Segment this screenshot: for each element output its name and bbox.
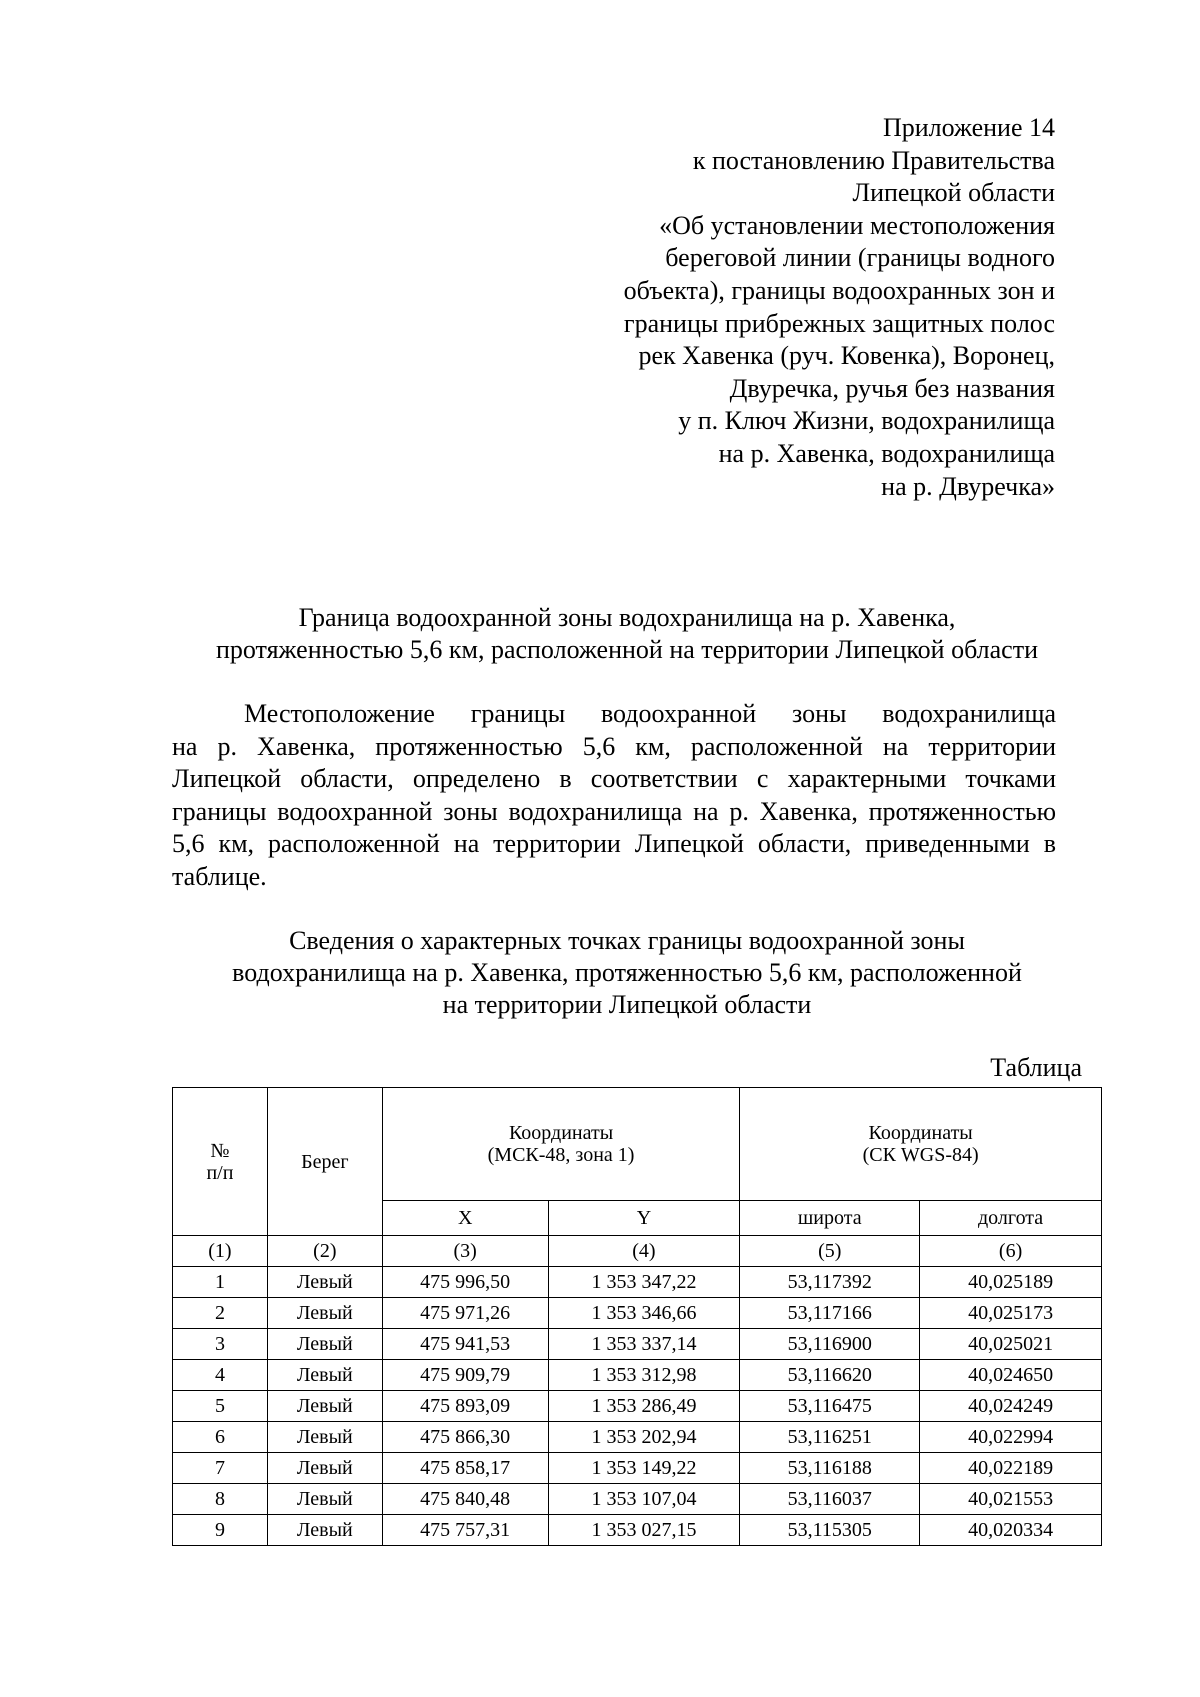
latitude-cell: 53,116475 (740, 1391, 920, 1422)
table-row (173, 1391, 1102, 1422)
header-msk-system: (МСК-48, зона 1) (487, 1144, 635, 1166)
column-number: (4) (548, 1236, 740, 1267)
latitude-cell: 53,116900 (740, 1329, 920, 1360)
latitude-cell: 53,116188 (740, 1453, 920, 1484)
caption-line: Сведения о характерных точках границы водоохранной зоны (289, 926, 965, 955)
latitude-cell: 53,116037 (740, 1484, 920, 1515)
x-cell: 475 757,31 (382, 1515, 548, 1546)
point-number-cell: 6 (173, 1422, 268, 1453)
y-cell: 1 353 286,49 (548, 1391, 740, 1422)
document-title (172, 602, 1082, 666)
bank-cell: Левый (267, 1360, 382, 1391)
header-number-symbol: № (210, 1139, 230, 1162)
appendix-line: «Об установлении местоположения (659, 210, 1055, 240)
header-wgs-system: (СК WGS-84) (862, 1144, 979, 1166)
appendix-line: к постановлению Правительства (692, 145, 1055, 175)
y-cell: 1 353 312,98 (548, 1360, 740, 1391)
longitude-cell: 40,021553 (920, 1484, 1102, 1515)
point-number-cell: 2 (173, 1298, 268, 1329)
point-number-cell: 1 (173, 1267, 268, 1298)
column-number: (3) (382, 1236, 548, 1267)
appendix-line: рек Хавенка (руч. Ковенка), Воронец, (638, 341, 1055, 371)
paragraph-line: границы водоохранной зоны водохранилища на р. Хавенка, протяженностью (172, 796, 1056, 826)
x-cell: 475 996,50 (382, 1267, 548, 1298)
x-cell: 475 866,30 (382, 1422, 548, 1453)
bank-cell: Левый (267, 1422, 382, 1453)
point-number-cell: 9 (173, 1515, 268, 1546)
appendix-line: Двуречка, ручья без названия (729, 373, 1055, 403)
appendix-line: на р. Двуречка» (881, 471, 1055, 501)
y-cell: 1 353 027,15 (548, 1515, 740, 1546)
table-row (173, 1360, 1102, 1391)
x-cell: 475 909,79 (382, 1360, 548, 1391)
table-row (173, 1484, 1102, 1515)
appendix-line: на р. Хавенка, водохранилища (718, 438, 1055, 468)
x-cell: 475 941,53 (382, 1329, 548, 1360)
point-number-cell: 8 (173, 1484, 268, 1515)
bank-cell: Левый (267, 1267, 382, 1298)
table-row (173, 1329, 1102, 1360)
header-latitude: широта (740, 1201, 920, 1236)
y-cell: 1 353 337,14 (548, 1329, 740, 1360)
table-row (173, 1453, 1102, 1484)
table-label: Таблица (990, 1053, 1082, 1082)
title-line: протяженностью 5,6 км, расположенной на территории Липецкой области (215, 635, 1038, 664)
latitude-cell: 53,117392 (740, 1267, 920, 1298)
appendix-line: Приложение 14 (882, 113, 1055, 142)
y-cell: 1 353 202,94 (548, 1422, 740, 1453)
header-wgs-coordinates (740, 1088, 1102, 1201)
latitude-cell: 53,115305 (740, 1515, 920, 1546)
appendix-line: объекта), границы водоохранных зон и (623, 275, 1055, 305)
longitude-cell: 40,022994 (920, 1422, 1102, 1453)
column-number-row (173, 1236, 1102, 1267)
header-msk-coordinates (382, 1088, 740, 1201)
header-number-abbr: п/п (206, 1161, 234, 1184)
caption-line: водохранилища на р. Хавенка, протяженностью 5,6 км, расположенной (232, 958, 1022, 987)
header-wgs-title: Координаты (868, 1122, 973, 1144)
bank-cell: Левый (267, 1329, 382, 1360)
header-msk-title: Координаты (508, 1122, 614, 1144)
longitude-cell: 40,020334 (920, 1515, 1102, 1546)
table-body (173, 1236, 1102, 1546)
bank-cell: Левый (267, 1484, 382, 1515)
column-number: (5) (740, 1236, 920, 1267)
paragraph-line: таблице. (172, 861, 267, 891)
table-row (173, 1298, 1102, 1329)
appendix-line: у п. Ключ Жизни, водохранилища (678, 406, 1055, 436)
latitude-cell: 53,117166 (740, 1298, 920, 1329)
x-cell: 475 971,26 (382, 1298, 548, 1329)
y-cell: 1 353 346,66 (548, 1298, 740, 1329)
appendix-line: береговой линии (границы водного (665, 243, 1055, 273)
column-number: (1) (173, 1236, 268, 1267)
bank-cell: Левый (267, 1515, 382, 1546)
coordinates-table (172, 1087, 1102, 1546)
appendix-line: границы прибрежных защитных полос (623, 308, 1055, 338)
point-number-cell: 5 (173, 1391, 268, 1422)
x-cell: 475 893,09 (382, 1391, 548, 1422)
latitude-cell: 53,116620 (740, 1360, 920, 1391)
appendix-line: Липецкой области (852, 178, 1055, 208)
point-number-cell: 4 (173, 1360, 268, 1391)
longitude-cell: 40,025189 (920, 1267, 1102, 1298)
point-number-cell: 3 (173, 1329, 268, 1360)
x-cell: 475 858,17 (382, 1453, 548, 1484)
x-cell: 475 840,48 (382, 1484, 548, 1515)
body-paragraph (172, 698, 1056, 893)
longitude-cell: 40,024249 (920, 1391, 1102, 1422)
header-bank: Берег (267, 1088, 382, 1236)
y-cell: 1 353 149,22 (548, 1453, 740, 1484)
longitude-cell: 40,025173 (920, 1298, 1102, 1329)
paragraph-line: на р. Хавенка, протяженностью 5,6 км, расположенной на территории (172, 731, 1056, 761)
y-cell: 1 353 347,22 (548, 1267, 740, 1298)
header-number (173, 1088, 268, 1236)
longitude-cell: 40,025021 (920, 1329, 1102, 1360)
title-line: Граница водоохранной зоны водохранилища на р. Хавенка, (298, 603, 956, 632)
table-caption (172, 925, 1082, 1021)
paragraph-line: Липецкой области, определено в соответствии с характерными точками (172, 764, 1056, 793)
y-cell: 1 353 107,04 (548, 1484, 740, 1515)
point-number-cell: 7 (173, 1453, 268, 1484)
bank-cell: Левый (267, 1298, 382, 1329)
column-number: (6) (920, 1236, 1102, 1267)
bank-cell: Левый (267, 1453, 382, 1484)
header-y: Y (548, 1201, 740, 1236)
bank-cell: Левый (267, 1391, 382, 1422)
appendix-header (495, 112, 1055, 503)
header-x: X (382, 1201, 548, 1236)
table-row (173, 1422, 1102, 1453)
table-row (173, 1515, 1102, 1546)
longitude-cell: 40,022189 (920, 1453, 1102, 1484)
caption-line: на территории Липецкой области (442, 990, 812, 1019)
latitude-cell: 53,116251 (740, 1422, 920, 1453)
longitude-cell: 40,024650 (920, 1360, 1102, 1391)
paragraph-line: Местоположение границы водоохранной зоны водохранилища (244, 699, 1056, 728)
table-row (173, 1267, 1102, 1298)
column-number: (2) (267, 1236, 382, 1267)
header-longitude: долгота (920, 1201, 1102, 1236)
paragraph-line: 5,6 км, расположенной на территории Липецкой области, приведенными в (172, 829, 1056, 858)
